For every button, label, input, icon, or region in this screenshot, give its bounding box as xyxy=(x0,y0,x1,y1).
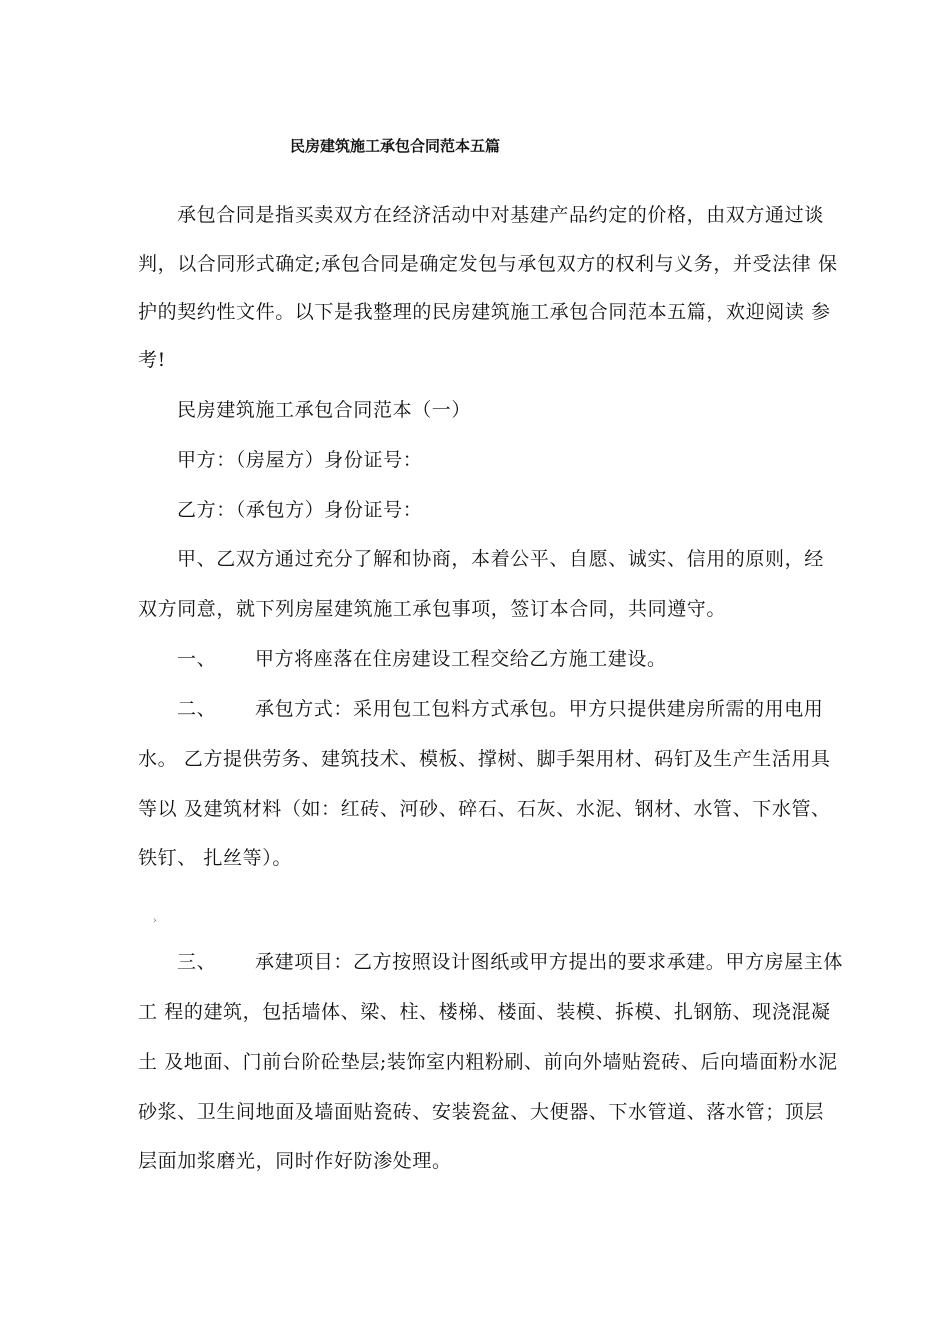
intro-line-2: 判，以合同形式确定;承包合同是确定发包与承包双方的权利与义务，并受法律 保 xyxy=(138,253,838,275)
clause-2-text-1: 承包方式：采用包工包料方式承包。甲方只提供建房所需的用电用 xyxy=(255,698,824,720)
clause-3-line-3: 土 及地面、门前台阶砼垫层;装饰室内粗粉刷、前向外墙贴瓷砖、后向墙面粉水泥 xyxy=(138,1051,838,1073)
clause-1-number: 一、 xyxy=(177,648,217,670)
document-title: 民房建筑施工承包合同范本五篇 xyxy=(290,137,501,155)
clause-3-line-4: 砂浆、卫生间地面及墙面贴瓷砖、安装瓷盆、大便器、下水管道、落水管；顶层 xyxy=(138,1101,825,1123)
intro-line-4: 考! xyxy=(138,349,166,371)
clause-2-number: 二、 xyxy=(177,698,217,720)
clause-3-line-2: 工 程的建筑，包括墙体、梁、柱、楼梯、楼面、装模、拆模、扎钢筋、现浇混凝 xyxy=(138,1001,831,1023)
clause-3-number: 三、 xyxy=(177,951,217,973)
agreement-line-2: 双方同意，就下列房屋建筑施工承包事项，签订本合同，共同遵守。 xyxy=(138,598,727,620)
clause-3-line-5: 层面加浆磨光，同时作好防渗处理。 xyxy=(138,1150,452,1172)
clause-2-line-4: 铁钉、 扎丝等）。 xyxy=(138,847,292,869)
intro-line-3: 护的契约性文件。以下是我整理的民房建筑施工承包合同范本五篇，欢迎阅读 参 xyxy=(138,301,831,323)
clause-1 xyxy=(177,647,877,671)
intro-line-1: 承包合同是指买卖双方在经济活动中对基建产品约定的价格，由双方通过谈 xyxy=(177,204,824,226)
section-heading: 民房建筑施工承包合同范本（一） xyxy=(177,399,472,421)
clause-1-text: 甲方将座落在住房建设工程交给乙方施工建设。 xyxy=(255,648,667,670)
clause-3-line-1 xyxy=(177,950,877,974)
party-a-line: 甲方：（房屋方）身份证号： xyxy=(177,449,423,471)
stray-mark: › xyxy=(153,916,157,926)
clause-3-text-1: 承建项目：乙方按照设计图纸或甲方提出的要求承建。甲方房屋主体 xyxy=(255,951,844,973)
agreement-line-1: 甲、乙双方通过充分了解和协商，本着公平、自愿、诚实、信用的原则，经 xyxy=(177,548,824,570)
clause-2-line-2: 水。 乙方提供劳务、建筑技术、模板、撑树、脚手架用材、码钉及生产生活用具 xyxy=(138,748,831,770)
party-b-line: 乙方：（承包方）身份证号： xyxy=(177,499,423,521)
clause-2-line-3: 等以 及建筑材料（如：红砖、河砂、碎石、石灰、水泥、钢材、水管、下水管、 xyxy=(138,798,831,820)
clause-2-line-1 xyxy=(177,697,877,721)
